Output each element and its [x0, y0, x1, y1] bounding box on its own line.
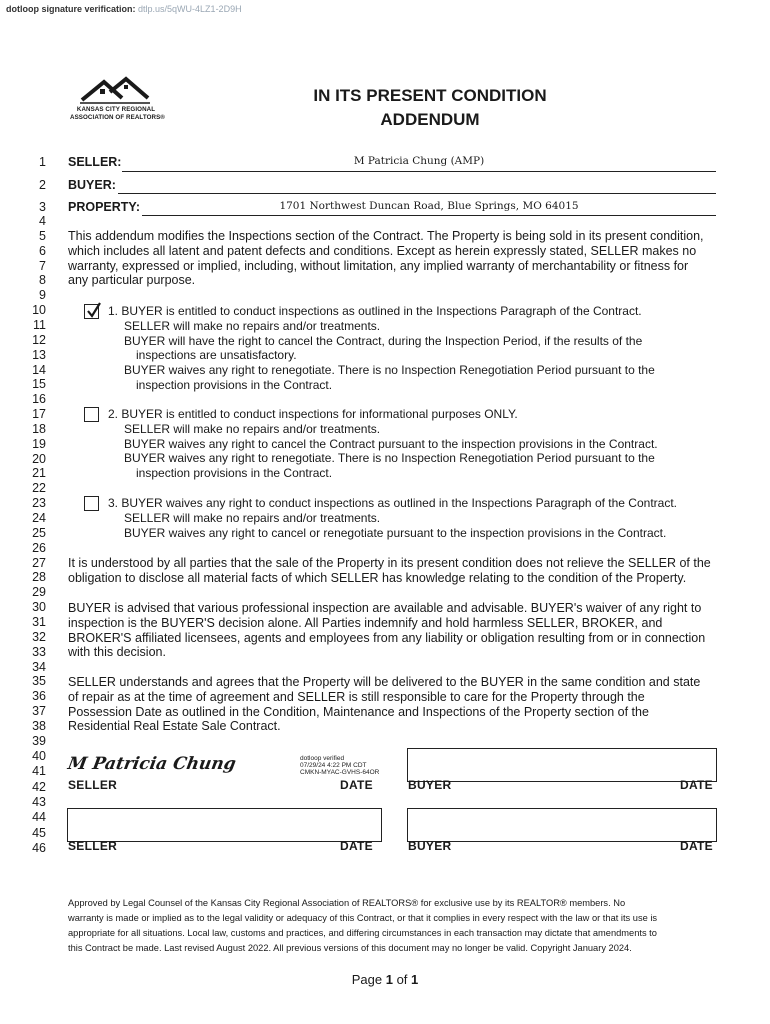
buyer2-date-label: DATE	[680, 839, 713, 853]
option-line: SELLER will make no repairs and/or treatments.	[124, 510, 381, 525]
seller2-date-label: DATE	[340, 839, 373, 853]
option-1-text	[108, 304, 655, 393]
paragraph-line: BUYER is advised that various professional inspection are available and advisable. BUYER's waiver of any right to	[68, 601, 702, 615]
logo-text	[70, 106, 165, 122]
footer-line: warranty is made or implied as to the legal validity or adequacy of this Contract, or that it complies in every respect with the law or that its use is	[68, 913, 658, 923]
seller-sig-label: SELLER	[68, 778, 118, 792]
paragraph-line: SELLER understands and agrees that the Property will be delivered to the BUYER in the same condition and state	[68, 675, 701, 689]
line-number: 11	[33, 317, 46, 332]
logo-line1: KANSAS CITY REGIONAL	[76, 106, 156, 113]
page-word: Page	[351, 972, 383, 987]
line-number: 2	[39, 178, 46, 192]
page-current: 1	[385, 972, 393, 987]
line-number: 25	[32, 525, 46, 540]
intro-line: which includes all latent and patent defects and conditions. Except as herein expressly stated, SELLER makes no	[68, 243, 697, 258]
line-number: 1	[39, 155, 46, 169]
line-number: 33	[32, 644, 46, 659]
line-number: 34	[32, 659, 46, 674]
verification-link[interactable]: dtlp.us/5qWU-4LZ1-2D9H	[138, 4, 242, 14]
line-number: 6	[39, 243, 46, 258]
option-2-text	[108, 407, 658, 481]
line-number: 29	[32, 585, 46, 600]
intro-paragraph	[68, 229, 716, 288]
seller-date-label: DATE	[340, 778, 373, 792]
line-number: 22	[32, 481, 46, 496]
buyer-sig-label: BUYER	[408, 778, 452, 792]
buyer-date-label: DATE	[680, 778, 713, 792]
footer-line: Approved by Legal Counsel of the Kansas City Regional Association of REALTORS® for exclusive use by its REALTOR® members. No	[68, 898, 626, 908]
line-number: 41	[32, 764, 46, 779]
line-number: 15	[32, 377, 46, 392]
line-number: 5	[39, 228, 46, 243]
verified-line: 07/29/24 4:22 PM CDT	[300, 762, 367, 770]
line-number: 30	[32, 600, 46, 615]
line-number: 43	[32, 794, 46, 809]
seller-value: M Patricia Chung (AMP)	[353, 155, 485, 167]
paragraph-line: Possession Date as outlined in the Condition, Maintenance and Inspections of the Property section of the	[68, 704, 649, 719]
paragraph-line: inspection is the BUYER'S decision alone. All Parties indemnify and hold harmless SELLER, BROKER, and	[68, 615, 663, 630]
line-number: 40	[32, 749, 46, 763]
option-line: BUYER will have the right to cancel the Contract, during the Inspection Period, if the results of the	[124, 333, 643, 348]
logo-line2: ASSOCIATION OF REALTORS®	[70, 114, 165, 121]
understood-paragraph	[68, 556, 716, 586]
line-number: 16	[32, 392, 46, 407]
line-number: 19	[32, 436, 46, 451]
title-line1: IN ITS PRESENT CONDITION	[313, 86, 547, 105]
buyer2-sig-label: BUYER	[408, 839, 452, 853]
line-number: 12	[32, 332, 46, 347]
line-number: 46	[32, 840, 46, 855]
paragraph-line: Residential Real Estate Sale Contract.	[68, 719, 281, 734]
property-label: PROPERTY:	[68, 200, 140, 214]
line-number: 10	[32, 303, 46, 318]
line-number: 35	[32, 674, 46, 689]
delivered-paragraph	[68, 675, 716, 734]
buyer-label: BUYER:	[68, 178, 116, 192]
line-number: 14	[32, 362, 46, 377]
paragraph-line: with this decision.	[68, 645, 166, 660]
paragraph-line: It is understood by all parties that the sale of the Property in its present condition does not relieve the SELLER of the	[68, 556, 711, 570]
property-value: 1701 Northwest Duncan Road, Blue Springs, MO 64015	[279, 200, 579, 212]
buyer-field[interactable]	[118, 179, 716, 194]
paragraph-line: of repair as at the time of agreement and SELLER is still responsible to care for the Property through the	[68, 689, 645, 704]
line-number: 9	[39, 288, 46, 303]
line-number: 36	[32, 689, 46, 704]
line-number: 39	[32, 733, 46, 748]
line-number: 23	[32, 496, 46, 511]
seller-label: SELLER:	[68, 155, 122, 169]
line-number: 45	[32, 825, 46, 840]
page-indicator	[0, 972, 770, 987]
line-number: 20	[32, 451, 46, 466]
footer-line: this Contract be made. Last revised August 2022. All previous versions of this document may no longer be valid. Copyright January 2024.	[68, 943, 632, 953]
option-line: 2. BUYER is entitled to conduct inspections for informational purposes ONLY.	[108, 407, 518, 421]
intro-line: warranty, expressed or implied, including, without limitation, any implied warranty of merchantability or fitness for	[68, 258, 689, 273]
line-number: 32	[32, 629, 46, 644]
seller2-sig-label: SELLER	[68, 839, 118, 853]
line-number: 3	[39, 200, 46, 214]
footer-disclaimer	[68, 896, 716, 956]
line-number: 27	[32, 555, 46, 570]
seller-signature: M Patricia Chung	[66, 754, 238, 774]
line-number: 44	[32, 810, 46, 825]
line-number: 4	[39, 214, 46, 228]
dotloop-verification	[6, 4, 242, 14]
option-line: inspections are unsatisfactory.	[136, 348, 297, 363]
paragraph-line: obligation to disclose all material facts of which SELLER has knowledge relating to the condition of the Property.	[68, 570, 687, 585]
seller2-signature-box[interactable]	[67, 808, 382, 842]
line-number: 24	[32, 511, 46, 525]
line-number: 37	[32, 704, 46, 719]
footer-line: appropriate for all situations. Local law, customs and practices, and differing circumstances in each transaction may dictate that amendments to	[68, 928, 657, 938]
option-line: SELLER will make no repairs and/or treatments.	[124, 318, 381, 333]
line-number: 8	[39, 273, 46, 288]
option-line: SELLER will make no repairs and/or treatments.	[124, 421, 381, 436]
buyer-signature-box[interactable]	[407, 748, 717, 782]
buyer2-signature-box[interactable]	[407, 808, 717, 842]
checkmark-icon	[85, 302, 103, 320]
paragraph-line: BROKER'S affiliated licensees, agents and employees from any liability or obligation resulting from or in connection	[68, 630, 706, 645]
line-number: 21	[32, 466, 46, 481]
option-line: BUYER waives any right to renegotiate. There is no Inspection Renegotiation Period pursuant to the	[124, 451, 655, 466]
verified-line: CMKN-MYAC-GVHS-64OR	[300, 769, 380, 777]
option-line: BUYER waives any right to cancel the Contract pursuant to the inspection provisions in the Contract.	[124, 436, 658, 451]
line-number: 38	[32, 718, 46, 733]
option-line: inspection provisions in the Contract.	[136, 466, 333, 481]
advised-paragraph	[68, 601, 716, 660]
option-2-checkbox[interactable]	[84, 407, 99, 422]
page-of: of	[396, 972, 408, 987]
option-line: 1. BUYER is entitled to conduct inspections as outlined in the Inspections Paragraph of the Contract.	[108, 304, 642, 318]
line-number: 26	[32, 540, 46, 555]
option-3-checkbox[interactable]	[84, 496, 99, 511]
option-3-text	[108, 496, 677, 540]
page-total: 1	[411, 972, 419, 987]
line-number: 18	[32, 421, 46, 436]
line-number: 28	[32, 570, 46, 585]
line-number: 7	[39, 258, 46, 273]
kcrar-logo	[70, 76, 165, 128]
line-number: 31	[32, 614, 46, 629]
option-1-checkbox[interactable]	[84, 304, 99, 319]
line-number: 13	[32, 347, 46, 362]
dotloop-verified-stamp	[300, 755, 379, 777]
intro-line: any particular purpose.	[68, 273, 196, 288]
verified-line: dotloop verified	[300, 755, 345, 762]
title-line2: ADDENDUM	[380, 110, 480, 129]
option-line: BUYER waives any right to renegotiate. There is no Inspection Renegotiation Period pursuant to the	[124, 363, 655, 378]
option-line: BUYER waives any right to cancel or renegotiate pursuant to the inspection provisions in the Contract.	[124, 525, 667, 540]
intro-line: This addendum modifies the Inspections section of the Contract. The Property is being sold in its present condition,	[68, 229, 704, 243]
option-line: 3. BUYER waives any right to conduct inspections as outlined in the Inspections Paragraph of the Contract.	[108, 496, 677, 510]
option-line: inspection provisions in the Contract.	[136, 377, 333, 392]
house-roof-icon	[70, 76, 162, 106]
verification-label: dotloop signature verification:	[6, 4, 136, 14]
line-number: 17	[32, 407, 46, 422]
line-number: 42	[32, 779, 46, 794]
